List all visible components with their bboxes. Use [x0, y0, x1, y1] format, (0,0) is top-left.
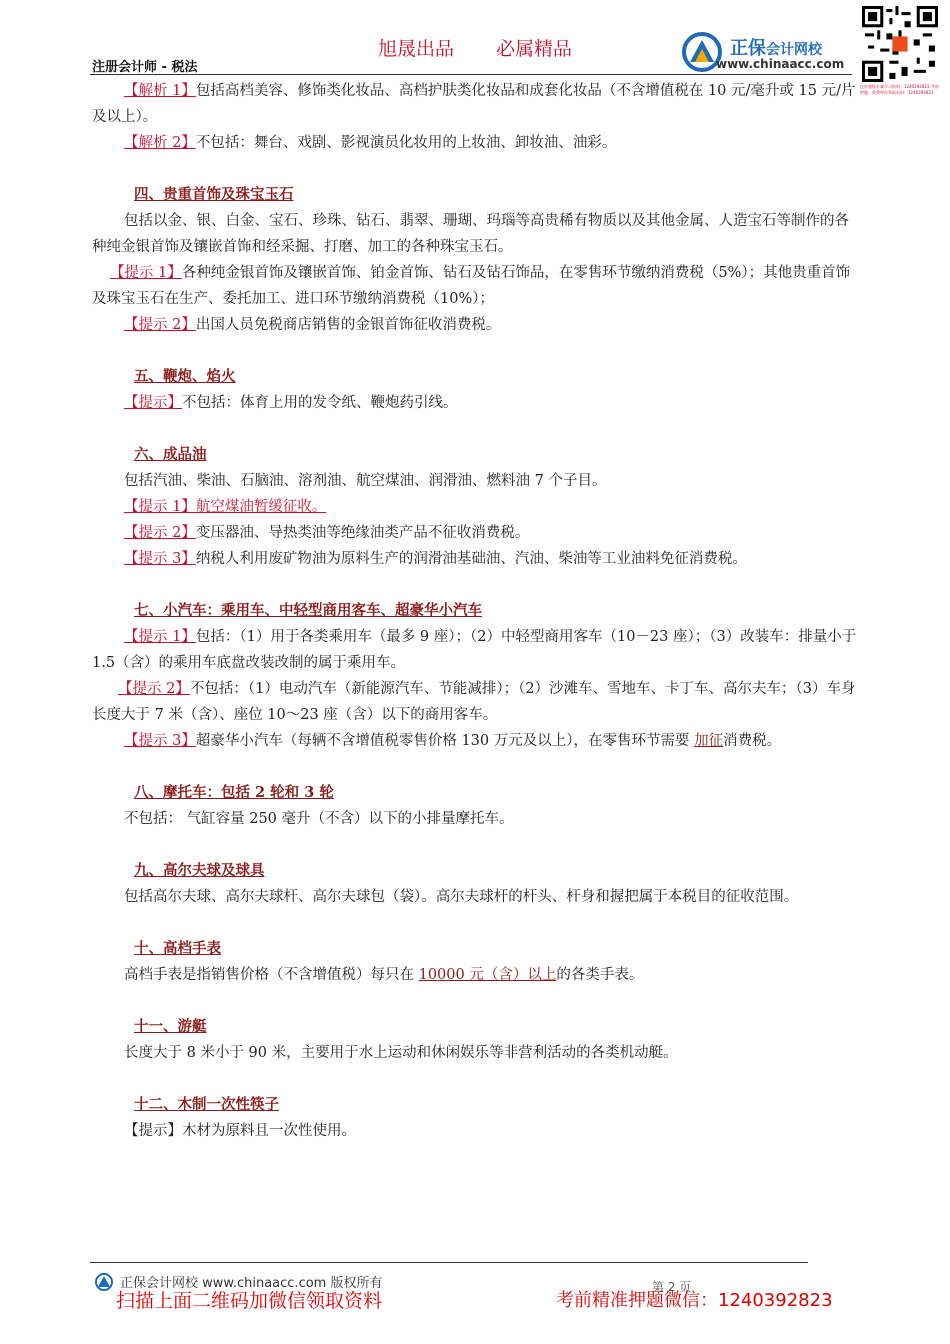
- fireworks-tip-text: 不包括：体育上用的发令纸、鞭炮药引线。: [182, 395, 458, 411]
- analysis-1: [92, 78, 860, 130]
- footer-copyright: 正保会计网校 www.chinaacc.com 版权所有: [120, 1276, 383, 1291]
- oil-tip-3-text: 纳税人利用废矿物油为原料生产的润滑油基础油、汽油、柴油等工业油料免征消费税。: [195, 551, 747, 567]
- slogan-left: 旭晟出品: [378, 38, 455, 60]
- qr-caption: 送你超级专属学习资料：1240392823 考前押题，免费带你领取资料：1240392823: [860, 84, 939, 95]
- course-title: 注册会计师 - 税法: [92, 60, 198, 75]
- yacht-text: 长度大于 8 米小于 90 米，主要用于水上运动和休闲娱乐等非营利活动的各类机动艇。: [124, 1045, 678, 1061]
- fireworks-tip-tag: 【提示】: [124, 395, 182, 411]
- section-title-jewelry: 四、贵重首饰及珠宝玉石: [134, 186, 294, 203]
- promo-right: 考前精准押题微信：1240392823: [556, 1290, 833, 1311]
- oil-tip-1-tag: 【提示 1】: [124, 499, 196, 515]
- car-tip-1-text: 包括：（1）用于各类乘用车（最多 9 座）；（2）中轻型商用客车（10－23 座）；（3）改装车：排量小于 1.5（含）的乘用车底盘改装改制的属于乘用车。: [92, 629, 857, 671]
- car-tip-1: [92, 624, 860, 676]
- jewelry-tip-1: [92, 260, 860, 312]
- jewelry-tip-2-text: 出国人员免税商店销售的金银首饰征收消费税。: [195, 317, 501, 333]
- document-body: [92, 78, 860, 1144]
- logo-brand: 正保: [730, 38, 766, 59]
- car-tip-1-tag: 【提示 1】: [124, 629, 196, 645]
- watch-text-a: 高档手表是指销售价格（不含增值税）每只在: [124, 967, 419, 983]
- oil-tip-2-tag: 【提示 2】: [124, 525, 196, 541]
- watch-text-c: 的各类手表。: [556, 967, 644, 983]
- header-divider: [90, 74, 852, 75]
- footer-divider: [90, 1262, 808, 1263]
- footer-logo-icon: [94, 1272, 114, 1292]
- analysis-1-tag: 【解析 1】: [124, 83, 196, 99]
- car-tip-3-emphasis: 加征: [694, 733, 724, 749]
- car-tip-3-text-c: 消费税。: [723, 733, 782, 749]
- car-tip-2-text: 不包括：（1）电动汽车（新能源汽车、节能减排）；（2）沙滩车、雪地车、卡丁车、高尔夫车；（3）车身长度大于 7 米（含）、座位 10～23 座（含）以下的商用客车。: [92, 681, 856, 723]
- oil-tip-1: [92, 494, 860, 520]
- analysis-1-text: 包括高档美容、修饰类化妆品、高档护肤类化妆品和成套化妆品（不含增值税在 10 元/毫升或 15 元/片及以上）。: [92, 83, 856, 125]
- jewelry-tip-1-tag: 【提示 1】: [110, 265, 182, 281]
- watch-text: [92, 962, 860, 988]
- car-tip-3: [92, 728, 860, 754]
- section-title-yacht: 十一、游艇: [134, 1018, 207, 1035]
- section-title-golf: 九、高尔夫球及球具: [134, 862, 265, 879]
- car-tip-3-tag: 【提示 3】: [124, 733, 196, 749]
- fireworks-tip: [92, 390, 860, 416]
- section-title-car: 七、小汽车：乘用车、中轻型商用客车、超豪华小汽车: [134, 602, 482, 619]
- section-title-chopsticks: 十二、木制一次性筷子: [134, 1096, 279, 1113]
- oil-intro: 包括汽油、柴油、石脑油、溶剂油、航空煤油、润滑油、燃料油 7 个子目。: [124, 473, 607, 489]
- car-tip-2-tag: 【提示 2】: [118, 681, 190, 697]
- promo-left: 扫描上面二维码加微信领取资料: [116, 1290, 383, 1312]
- analysis-2-tag: 【解析 2】: [124, 135, 196, 151]
- jewelry-tip-1-text: 各种纯金银首饰及镶嵌首饰、铂金首饰、钻石及钻石饰品，在零售环节缴纳消费税（5%）；其他贵重首饰及珠宝玉石在生产、委托加工、进口环节缴纳消费税（10%）；: [92, 265, 851, 307]
- oil-tip-2: [92, 520, 860, 546]
- page-number: 第 2 页: [652, 1280, 692, 1294]
- chopsticks-text: 【提示】木材为原料且一次性使用。: [124, 1123, 356, 1139]
- analysis-2: [92, 130, 860, 156]
- car-tip-3-text-a: 超豪华小汽车（每辆不含增值税零售价格 130 万元及以上），在零售环节需要: [195, 733, 695, 749]
- jewelry-tip-2: [92, 312, 860, 338]
- oil-tip-3: [92, 546, 860, 572]
- section-title-oil: 六、成品油: [134, 446, 207, 463]
- section-title-watch: 十、高档手表: [134, 940, 221, 957]
- section-title-motorcycle: 八、摩托车：包括 2 轮和 3 轮: [134, 784, 334, 801]
- qr-code-icon: [862, 6, 938, 82]
- jewelry-intro: 包括以金、银、白金、宝石、珍珠、钻石、翡翠、珊瑚、玛瑙等高贵稀有物质以及其他金属、人造宝石等制作的各种纯金银首饰及镶嵌首饰和经采掘、打磨、加工的各种珠宝玉石。: [92, 213, 849, 255]
- golf-text: 包括高尔夫球、高尔夫球杆、高尔夫球包（袋）。高尔夫球杆的杆头、杆身和握把属于本税目的征收范围。: [124, 889, 799, 905]
- analysis-2-text: 不包括：舞台、戏剧、影视演员化妆用的上妆油、卸妆油、油彩。: [195, 135, 617, 151]
- motorcycle-text: 不包括： 气缸容量 250 毫升（不含）以下的小排量摩托车。: [124, 811, 514, 827]
- car-tip-2: [92, 676, 860, 728]
- oil-tip-3-tag: 【提示 3】: [124, 551, 196, 567]
- oil-tip-2-text: 变压器油、导热类油等绝缘油类产品不征收消费税。: [195, 525, 530, 541]
- jewelry-tip-2-tag: 【提示 2】: [124, 317, 196, 333]
- oil-tip-1-text: 航空煤油暂缓征收。: [195, 499, 327, 515]
- watch-price-threshold: 10000 元（含）以上: [418, 967, 557, 983]
- logo-sub: 会计网校: [766, 42, 822, 58]
- section-title-fireworks: 五、鞭炮、焰火: [134, 368, 236, 385]
- slogan-right: 必属精品: [496, 38, 573, 60]
- logo-url: www.chinaacc.com: [716, 57, 845, 71]
